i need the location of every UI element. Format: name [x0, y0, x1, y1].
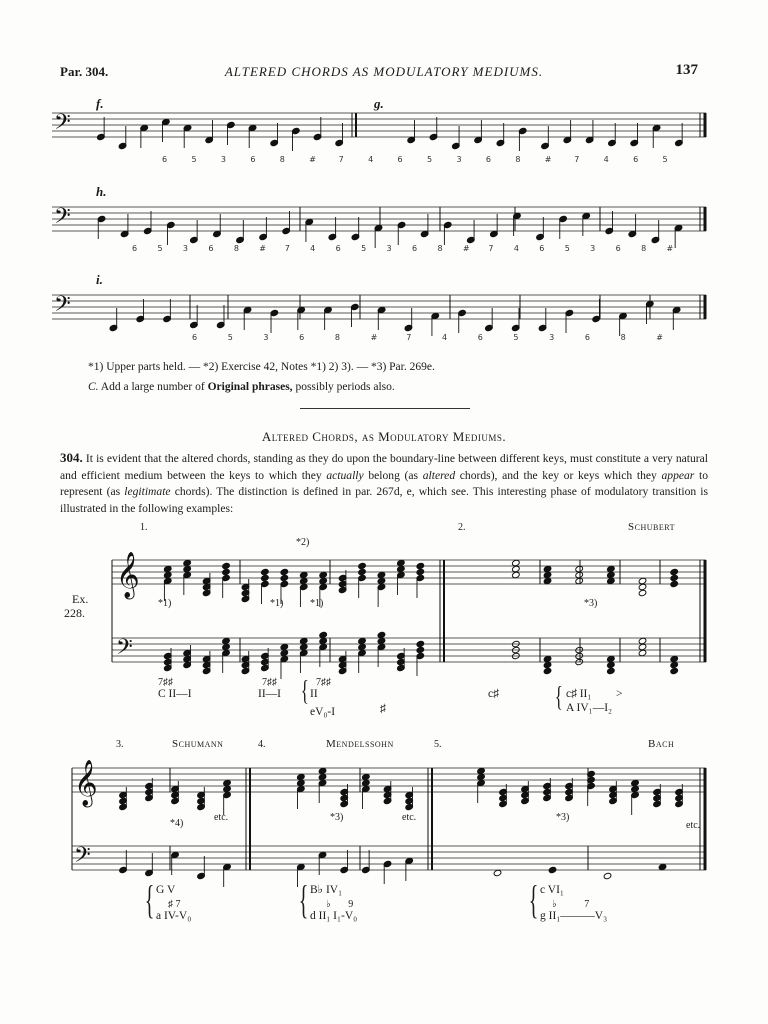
section-divider	[300, 408, 470, 409]
figured-bass-digit: 6	[250, 155, 256, 164]
note-head	[377, 571, 386, 578]
note-head	[222, 643, 231, 650]
figured-bass-digit: 7	[406, 333, 412, 342]
footnote-c	[88, 381, 395, 393]
composer-schumann: Schumann	[172, 738, 224, 750]
note-head	[670, 655, 679, 662]
note-head	[543, 571, 552, 578]
figured-bass: 7♯♯	[262, 677, 277, 688]
chord-label: C II—I	[158, 688, 192, 700]
running-title: ALTERED CHORDS AS MODULATORY MEDIUMS.	[224, 64, 544, 79]
chord-label: d II₁ I₁-V₀	[310, 910, 358, 922]
figured-bass-digit: 7	[488, 244, 494, 253]
note-head	[638, 577, 647, 584]
note-head	[358, 643, 367, 650]
example-part-3: 3.	[116, 739, 124, 750]
note-head	[670, 580, 679, 587]
chord-label: c VI₁	[540, 884, 564, 896]
figured-bass-digit: 5	[513, 333, 519, 342]
footnote-c-text-a: Add a large number of	[100, 381, 205, 393]
note-head	[543, 655, 552, 662]
note-head	[638, 589, 647, 596]
note-head	[603, 872, 612, 879]
note-head	[575, 565, 584, 572]
etc-label: etc.	[402, 812, 417, 823]
note-marker: *1)	[270, 598, 284, 609]
brace: {	[300, 676, 309, 707]
note-head	[223, 779, 232, 786]
figured-bass-digit: 7	[338, 155, 344, 164]
exercise-label-f: f.	[96, 96, 104, 111]
note-head	[377, 637, 386, 644]
note-head	[319, 631, 328, 638]
brace: {	[554, 682, 563, 713]
note-head	[607, 655, 616, 662]
figured-bass-digit: 6	[477, 333, 483, 342]
figured-bass-digit: 4	[368, 155, 374, 164]
note-head	[297, 779, 306, 786]
figured-bass-digit: 6	[485, 155, 491, 164]
note-head	[377, 631, 386, 638]
note-head	[543, 565, 552, 572]
note-head	[299, 571, 308, 578]
figured-bass: ♭ 7	[552, 899, 590, 910]
note-marker: *4)	[170, 818, 184, 829]
bass-clef: 𝄢	[74, 843, 91, 873]
note-head	[163, 571, 172, 578]
figured-bass-digit: 6	[335, 244, 341, 253]
figured-bass-digit: 8	[620, 333, 626, 342]
sharp-mark: ♯	[380, 703, 386, 715]
brace: {	[528, 877, 539, 922]
figured-bass-digit: #	[462, 244, 470, 253]
note-head	[261, 574, 270, 581]
figured-bass: ♭ 9	[326, 899, 354, 910]
paragraph-text: to represent (as	[60, 468, 709, 498]
figured-bass-digit: 3	[590, 244, 596, 253]
etc-label: etc.	[214, 812, 229, 823]
note-head	[416, 562, 425, 569]
note-head	[222, 562, 231, 569]
composer-mendelssohn: Mendelssohn	[326, 738, 394, 750]
paragraph-text: belong (as	[368, 468, 419, 482]
figured-bass-digit: 7	[284, 244, 290, 253]
note-head	[358, 637, 367, 644]
note-head	[607, 667, 616, 674]
exercise-label-h: h.	[96, 184, 107, 199]
note-head	[397, 559, 406, 566]
paragraph-emphasis: altered	[422, 468, 456, 482]
note-head	[477, 767, 486, 774]
composer-schubert: Schubert	[628, 521, 675, 533]
figured-bass-digit: 8	[233, 244, 239, 253]
note-head	[607, 661, 616, 668]
figured-bass-digit: 3	[549, 333, 555, 342]
chord-symbol: >	[616, 688, 623, 700]
note-marker: *3)	[584, 598, 598, 609]
note-head	[575, 571, 584, 578]
note-head	[358, 568, 367, 575]
chord-label: II—I	[258, 688, 281, 700]
example-number: 228.	[64, 606, 85, 620]
etc-label: etc.	[686, 820, 701, 831]
note-head	[631, 779, 640, 786]
brace: {	[144, 877, 155, 922]
note-head	[638, 649, 647, 656]
note-head	[362, 779, 371, 786]
figured-bass-digit: 6	[162, 155, 168, 164]
note-head	[543, 667, 552, 674]
note-head	[512, 559, 521, 566]
figured-bass-digit: 4	[310, 244, 316, 253]
chord-label: II	[310, 688, 318, 700]
note-marker: *1)	[310, 598, 324, 609]
figured-bass-digit: 7	[574, 155, 580, 164]
note-head	[543, 577, 552, 584]
note-head	[575, 577, 584, 584]
note-head	[280, 574, 289, 581]
example-part-1: 1.	[140, 522, 148, 533]
figured-bass-digit: 5	[227, 333, 233, 342]
note-head	[638, 583, 647, 590]
figured-bass-digit: 8	[437, 244, 443, 253]
figured-bass-digit: 6	[397, 155, 403, 164]
exercise-label-i: i.	[96, 272, 103, 287]
note-head	[543, 661, 552, 668]
note-head	[416, 568, 425, 575]
figured-bass-digit: 8	[515, 155, 521, 164]
example-part-5: 5.	[434, 739, 442, 750]
note-head	[319, 637, 328, 644]
paragraph-304	[60, 450, 708, 517]
figured-bass-digit: 6	[633, 155, 639, 164]
figured-bass-digit: 3	[456, 155, 462, 164]
note-head	[318, 773, 327, 780]
note-marker: *2)	[296, 537, 310, 548]
note-head	[280, 649, 289, 656]
figured-bass-digit: #	[370, 333, 378, 342]
note-head	[670, 667, 679, 674]
note-head	[319, 577, 328, 584]
figured-bass-digit: 6	[132, 244, 138, 253]
figured-bass-digit: #	[309, 155, 316, 164]
figured-bass-digit: 4	[513, 244, 519, 253]
figured-bass-digit: 3	[386, 244, 392, 253]
note-head	[222, 568, 231, 575]
figured-bass: 7♯♯	[316, 677, 331, 688]
chord-label: c♯ II₁	[566, 688, 592, 700]
note-head	[416, 646, 425, 653]
note-head	[280, 643, 289, 650]
exercise-label-g: g.	[374, 96, 384, 111]
paragraph-text: chords), and the key or keys which they	[459, 468, 657, 482]
bass-clef: 𝄢	[54, 110, 71, 140]
figured-bass-digit: 6	[539, 244, 545, 253]
note-head	[319, 571, 328, 578]
bass-clef: 𝄢	[54, 292, 71, 322]
figured-bass-digit: 4	[603, 155, 609, 164]
note-head	[397, 565, 406, 572]
note-head	[658, 863, 667, 870]
footnote-c-bold: Original phrases,	[207, 381, 293, 393]
figured-bass-digit: 5	[427, 155, 433, 164]
figured-bass-digit: 6	[615, 244, 621, 253]
note-head	[631, 785, 640, 792]
note-head	[297, 773, 306, 780]
page-number: 137	[675, 62, 698, 78]
note-head	[362, 773, 371, 780]
figured-bass-digit: 3	[182, 244, 189, 253]
footnote-c-prefix: C.	[88, 381, 99, 393]
paragraph-emphasis: appear	[661, 468, 695, 482]
note-marker: *1)	[158, 598, 172, 609]
composer-bach: Bach	[648, 738, 675, 750]
figured-bass-digit: 3	[220, 155, 226, 164]
figured-bass-digit: 5	[191, 155, 197, 164]
figured-bass-digit: 8	[641, 244, 647, 253]
note-head	[223, 785, 232, 792]
note-head	[493, 869, 502, 876]
note-head	[477, 773, 486, 780]
figured-bass-digit: 5	[361, 244, 367, 253]
figured-bass-digit: 8	[334, 333, 340, 342]
note-head	[163, 565, 172, 572]
bass-clef: 𝄢	[54, 204, 71, 234]
figured-bass-digit: #	[666, 244, 674, 253]
bass-clef: 𝄢	[116, 635, 133, 665]
brace: {	[298, 877, 309, 922]
figured-bass-digit: #	[656, 333, 663, 342]
header-paragraph-ref: Par. 304.	[60, 64, 109, 79]
figured-bass-digit: 6	[584, 333, 590, 342]
note-head	[670, 574, 679, 581]
note-head	[280, 568, 289, 575]
example-part-4: 4.	[258, 739, 266, 750]
chord-label: B♭ IV₁	[310, 884, 343, 896]
note-head	[299, 643, 308, 650]
figured-bass-digit: #	[544, 155, 552, 164]
figured-bass-digit: 6	[208, 244, 214, 253]
note-marker: *3)	[330, 812, 344, 823]
paragraph-text: It is evident that the altered chords, standing as they do upon the boundary-line between different keys, must constitute a very natural and efficient medium between the keys to which they	[60, 452, 709, 482]
note-head	[299, 637, 308, 644]
note-head	[638, 643, 647, 650]
figured-bass-digit: 3	[263, 333, 269, 342]
note-head	[607, 571, 616, 578]
footnote-line: *1) Upper parts held. — *2) Exercise 42, Notes *1) 2) 3). — *3) Par. 269e.	[88, 361, 435, 373]
note-head	[512, 571, 521, 578]
chord-label: g II₁———V₃	[540, 910, 608, 922]
figured-bass-digit: 6	[412, 244, 418, 253]
note-head	[183, 565, 192, 572]
figured-bass-digit: 6	[299, 333, 305, 342]
note-marker: *3)	[556, 812, 570, 823]
treble-clef: 𝄞	[74, 760, 98, 806]
treble-clef: 𝄞	[116, 552, 140, 598]
figured-bass: ♯ 7	[168, 899, 181, 910]
note-head	[358, 562, 367, 569]
note-head	[183, 559, 192, 566]
note-head	[299, 577, 308, 584]
chord-label: a IV-V₀	[156, 910, 192, 922]
figured-bass-digit: 5	[662, 155, 668, 164]
note-head	[607, 577, 616, 584]
figured-bass-digit: #	[259, 244, 266, 253]
note-head	[670, 661, 679, 668]
footnote-c-text-b: possibly periods also.	[295, 381, 395, 393]
note-head	[638, 637, 647, 644]
figured-bass-digit: 5	[157, 244, 163, 253]
note-head	[670, 568, 679, 575]
note-head	[261, 568, 270, 575]
paragraph-number: 304.	[60, 450, 83, 465]
note-head	[318, 767, 327, 774]
note-head	[512, 565, 521, 572]
note-head	[548, 866, 557, 873]
figured-bass-digit: 5	[564, 244, 570, 253]
paragraph-emphasis: actually	[326, 468, 364, 482]
example-label: Ex.	[72, 592, 89, 606]
note-head	[416, 640, 425, 647]
figured-bass: 7♯♯	[158, 677, 173, 688]
chord-label: G V	[156, 884, 176, 896]
paragraph-text: chords). The distinction is defined in par. 267d, e, which see. This interesting phase of modulatory transition is illustrated in the following examples:	[60, 485, 708, 515]
example-part-2: 2.	[458, 522, 466, 533]
section-heading: Altered Chords, as Modulatory Mediums.	[261, 429, 507, 444]
paragraph-emphasis: legitimate	[124, 485, 171, 498]
note-head	[377, 577, 386, 584]
figured-bass-digit: 6	[192, 333, 198, 342]
figured-bass-digit: 8	[279, 155, 285, 164]
chord-label: eV₀-I	[310, 706, 336, 718]
chord-label: A IV₁—I₂	[566, 702, 613, 714]
note-head	[222, 637, 231, 644]
chord-label: c♯	[488, 688, 499, 700]
note-head	[607, 565, 616, 572]
figured-bass-digit: 4	[442, 333, 448, 342]
